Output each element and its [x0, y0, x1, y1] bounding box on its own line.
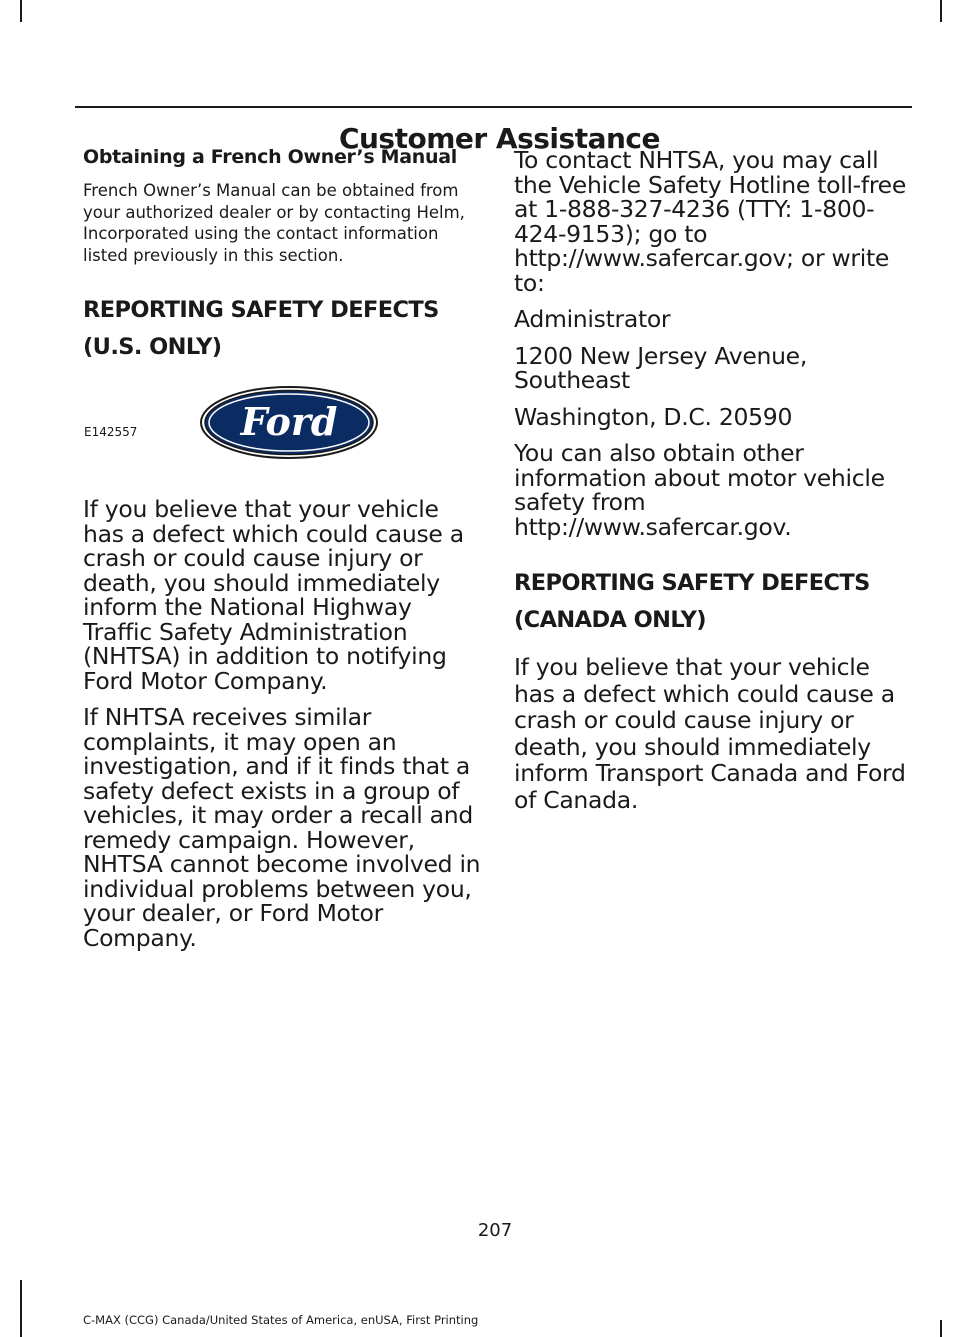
us-defects-heading-line2: (U.S. ONLY) — [83, 334, 222, 360]
print-info: C-MAX (CCG) Canada/United States of America, enUSA, First Printing — [83, 1313, 479, 1327]
left-column — [83, 140, 483, 962]
french-manual-heading: Obtaining a French Owner’s Manual — [83, 146, 457, 168]
canada-defects-paragraph: If you believe that your vehicle has a defect which could cause a crash or could cause injury or death, you should immediately inform Transport Canada and Ford of Canada. — [514, 653, 906, 814]
crop-mark-top-left — [20, 0, 22, 22]
ford-logo-figure — [83, 367, 483, 487]
header-rule — [75, 106, 912, 108]
ford-logo-text: Ford — [240, 399, 338, 444]
page-title: Customer Assistance — [338, 122, 660, 155]
figure-code: E142557 — [84, 425, 138, 439]
ford-oval-logo-icon — [199, 385, 379, 460]
crop-mark-bottom-left — [20, 1280, 22, 1337]
us-defects-paragraph: If you believe that your vehicle has a defect which could cause a crash or could cause injury or death, you should immediately inform the National Highway Traffic Safety Administration (NHTSA) in addition to notifying Ford Motor Company. — [83, 495, 464, 695]
address-line-1: Administrator — [514, 305, 671, 333]
nhtsa-investigation-paragraph: If NHTSA receives similar complaints, it may open an investigation, and if it finds that a safety defect exists in a group of vehicles, it may order a recall and remedy campaign. However, NHTSA cannot become involved in individual problems between you, your dealer, or Ford Motor Company. — [83, 703, 481, 952]
us-defects-heading-line1: REPORTING SAFETY DEFECTS — [83, 297, 439, 323]
canada-defects-heading-line2: (CANADA ONLY) — [514, 607, 706, 633]
more-info-paragraph: You can also obtain other information about motor vehicle safety from http://www.safercar.gov. — [514, 439, 885, 541]
nhtsa-contact-paragraph: To contact NHTSA, you may call the Vehicle Safety Hotline toll-free at 1-888-327-4236 (TTY: 1-800-424-9153); go to http://www.safercar.gov; or write to: — [514, 146, 906, 297]
page-number: 207 — [477, 1220, 513, 1241]
address-line-2: 1200 New Jersey Avenue, Southeast — [514, 341, 808, 394]
crop-mark-top-right — [940, 0, 942, 22]
right-column — [514, 140, 914, 825]
canada-defects-heading-line1: REPORTING SAFETY DEFECTS — [514, 570, 870, 596]
address-line-3: Washington, D.C. 20590 — [514, 402, 793, 431]
crop-mark-bottom-right — [940, 1320, 942, 1337]
french-manual-text: French Owner’s Manual can be obtained from your authorized dealer or by contacting Helm, Incorporated using the contact information listed previously in this section. — [83, 181, 465, 265]
